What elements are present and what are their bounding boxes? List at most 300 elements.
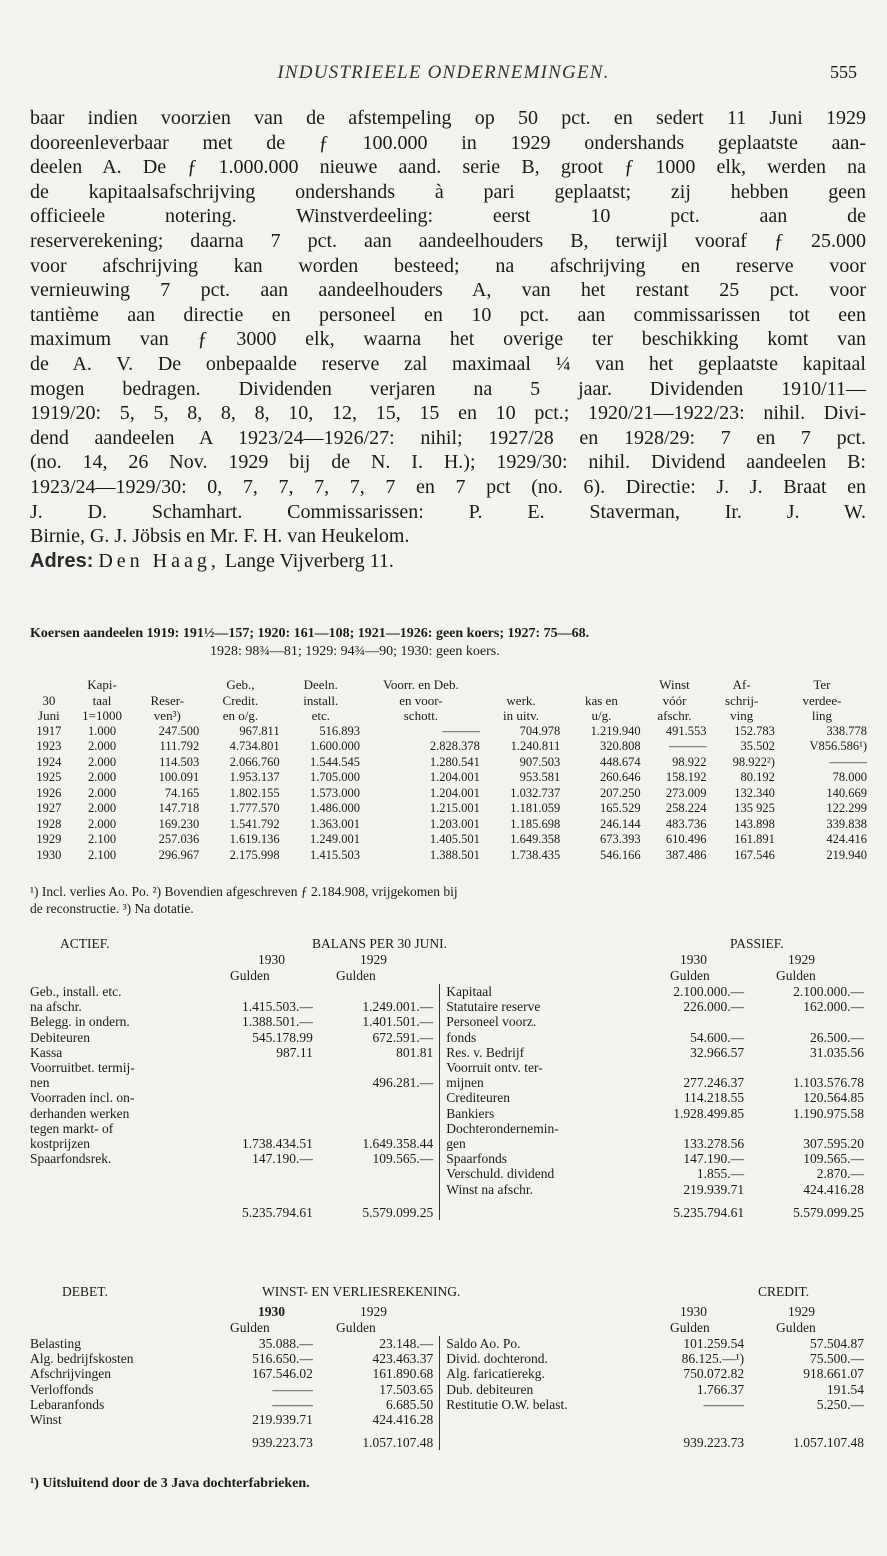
amount-cell: 57.504.87 <box>810 1336 864 1351</box>
text-line: officieele notering. Winstverdeeling: eerst 10 pct. aan de <box>30 205 866 228</box>
amount-cell: 147.190.— <box>683 1151 745 1167</box>
column-header: Af- <box>732 677 751 692</box>
table-cell: 338.778 <box>826 723 867 738</box>
column-header <box>28 677 70 693</box>
amount-cell <box>640 1014 751 1029</box>
table-cell: 140.669 <box>826 785 867 800</box>
table-cell: 1.032.737 <box>510 785 561 800</box>
table-cell: 80.192 <box>740 770 775 784</box>
amount-cell: 120.564.85 <box>803 1090 864 1106</box>
actief-label: ACTIEF. <box>60 936 110 951</box>
table-cell: 1.573.000 <box>309 785 360 800</box>
amount-cell: 109.565.— <box>803 1151 864 1167</box>
table-cell: 260.646 <box>599 770 641 784</box>
table-row <box>30 1336 870 1351</box>
amount-cell: 32.966.57 <box>690 1044 745 1060</box>
row-label: Belasting <box>30 1336 81 1351</box>
table-cell: 1.280.541 <box>429 754 480 769</box>
amount-cell <box>319 1121 440 1136</box>
row-label: Alg. faricatierekg. <box>440 1366 640 1381</box>
unit-label: Gulden <box>230 1320 270 1335</box>
amount-cell: 423.463.37 <box>372 1351 434 1367</box>
amount-cell: 167.546.02 <box>252 1366 313 1382</box>
year-label: 1929 <box>788 952 815 967</box>
table-cell: 1.541.792 <box>229 816 280 831</box>
table-row <box>28 848 868 864</box>
amount-cell: 918.661.07 <box>803 1366 864 1382</box>
table-cell: 1.405.501 <box>429 832 480 846</box>
amount-cell: 101.259.54 <box>683 1336 745 1351</box>
totals-row <box>30 1427 870 1450</box>
table-cell: 2.000 <box>87 816 117 831</box>
address-label: Adres: <box>30 549 94 572</box>
table-cell: 1.953.137 <box>229 770 280 784</box>
table-cell: 1.705.000 <box>309 770 360 784</box>
table-row <box>30 999 870 1014</box>
table-cell: 483.736 <box>665 816 707 831</box>
share-prices-line: 1928: 98¾—81; 1929: 94¾—90; 1930: geen koers. <box>210 644 500 659</box>
amount-cell: 147.190.— <box>252 1151 313 1167</box>
amount-cell <box>750 1014 870 1029</box>
amount-cell: 114.218.55 <box>683 1090 745 1106</box>
row-label: Alg. bedrijfskosten <box>30 1351 134 1367</box>
amount-cell: 2.100.000.— <box>673 984 745 999</box>
column-header <box>481 677 561 693</box>
row-label: Spaarfonds <box>440 1151 640 1166</box>
column-header: taal <box>92 692 112 708</box>
amount-cell: 2.870.— <box>816 1166 864 1182</box>
row-label <box>30 1166 216 1181</box>
share-prices-line: Koersen aandeelen 1919: 191½—157; 1920: 161—108; 1921—1926: geen koers; 1927: 75—68. <box>30 626 590 641</box>
row-label <box>440 1412 640 1427</box>
row-label: kostprijzen <box>30 1136 90 1152</box>
amount-cell: 424.416.28 <box>372 1412 434 1428</box>
amount-cell: 23.148.— <box>379 1336 434 1351</box>
table-row <box>30 1412 870 1427</box>
balance-heading <box>30 936 870 952</box>
table-cell: 2.175.998 <box>229 847 280 862</box>
amount-cell <box>640 1412 751 1427</box>
text-line: dend aandeelen A 1923/24—1926/27: nihil; 1927/28 en 1928/29: 7 en 7 pct. <box>30 426 866 449</box>
table-row <box>30 984 870 999</box>
table-cell: 1.486.000 <box>309 801 360 815</box>
column-header: Deeln. <box>303 677 338 692</box>
table-row <box>28 817 868 833</box>
amount-cell <box>640 1121 751 1136</box>
amount-cell: 109.565.— <box>372 1151 434 1167</box>
amount-cell: 219.939.71 <box>252 1412 313 1428</box>
row-label: nen <box>30 1075 50 1091</box>
table-row <box>28 801 868 817</box>
table-cell: 135 925 <box>734 801 775 815</box>
amount-cell: 672.591.— <box>372 1029 434 1045</box>
text-line: baar indien voorzien van de afstempeling op 50 pct. en sedert 11 Juni 1929 <box>30 107 866 129</box>
table-row <box>28 739 868 755</box>
total-cell: 5.579.099.25 <box>793 1204 864 1220</box>
table-cell: 907.503 <box>519 754 561 769</box>
address-city: Den Haag, <box>98 549 220 572</box>
unit-label: Gulden <box>230 968 270 983</box>
total-cell: 5.235.794.61 <box>242 1204 313 1220</box>
pl-year-row <box>30 1304 870 1320</box>
row-label: Bankiers <box>440 1106 640 1121</box>
text-line: (no. 14, 26 Nov. 1929 bij de N. I. H.); 1929/30: nihil. Dividend aandeelen B: <box>30 451 866 474</box>
table-row <box>30 1121 870 1136</box>
column-header: vóór <box>662 692 687 708</box>
text-line: vernieuwing 7 pct. aan aandeelhouders A, van het restant 25 pct. voor <box>30 279 866 302</box>
table-cell: 953.581 <box>519 770 561 784</box>
amount-cell: 219.939.71 <box>683 1181 745 1197</box>
row-label: Res. v. Bedrijf <box>440 1045 640 1060</box>
table-cell: 35.502 <box>740 739 775 753</box>
unit-label: Gulden <box>670 968 710 983</box>
table-cell: 207.250 <box>599 785 641 800</box>
table-cell: 1.181.059 <box>510 801 561 815</box>
amount-cell: 1.928.499.85 <box>673 1105 745 1121</box>
table-row <box>28 755 868 771</box>
column-header: Juni <box>38 708 60 723</box>
note-line: de reconstructie. ³) Na dotatie. <box>30 901 194 916</box>
year-label: 1929 <box>788 1304 815 1319</box>
table-row <box>30 1351 870 1366</box>
table-row <box>30 1106 870 1121</box>
column-header: schott. <box>403 708 439 723</box>
table-cell: 78.000 <box>832 770 867 784</box>
table-cell: 1930 <box>36 847 62 862</box>
text-line: J. D. Schamhart. Commissarissen: P. E. Staverman, Ir. J. W. <box>30 500 866 523</box>
text-line: Birnie, G. J. Jöbsis en Mr. F. H. van Heukelom. <box>30 525 410 548</box>
table-cell: 2.000 <box>87 785 117 800</box>
table-row <box>30 1014 870 1029</box>
table-cell: 1923 <box>36 739 62 753</box>
table-cell: 247.500 <box>158 723 200 738</box>
amount-cell <box>750 1412 870 1427</box>
text-line: maximum van ƒ 3000 elk, waarna het overige ter beschikking komt van <box>30 328 866 351</box>
row-label: Kapitaal <box>440 984 640 999</box>
table-cell: 1.249.001 <box>309 832 360 846</box>
amount-cell <box>319 984 440 999</box>
amount-cell: 801.81 <box>396 1044 434 1060</box>
table-cell: 296.967 <box>158 847 200 862</box>
column-header: Reser- <box>150 692 185 708</box>
total-cell: 939.223.73 <box>683 1435 745 1451</box>
table-cell: 1.203.001 <box>429 816 480 831</box>
column-header <box>134 677 200 693</box>
total-cell: 5.579.099.25 <box>362 1204 434 1220</box>
amount-cell: 1.855.— <box>696 1166 745 1182</box>
pl-heading <box>30 1284 870 1300</box>
column-header: u/g. <box>591 708 612 723</box>
text-line: 1919/20: 5, 5, 8, 8, 8, 10, 12, 15, 15 en 10 pct.; 1920/21—1922/23: nihil. Divi- <box>30 402 866 425</box>
text-line: reserverekening; daarna 7 pct. aan aandeelhouders B, terwijl vooraf ƒ 25.000 <box>30 229 866 252</box>
profit-loss-account <box>30 1284 870 1451</box>
table-cell: 1917 <box>36 723 62 738</box>
table-cell: 967.811 <box>239 723 280 738</box>
table-cell: 339.838 <box>826 816 867 831</box>
amount-cell: 6.685.50 <box>386 1396 434 1412</box>
amount-cell <box>216 984 318 999</box>
table-cell: 320.808 <box>599 739 641 753</box>
row-label: Verloffonds <box>30 1381 94 1397</box>
amount-cell <box>750 1121 870 1136</box>
address-street: Lange Vijverberg 11. <box>224 549 394 572</box>
table-cell: 1.363.001 <box>309 816 360 831</box>
row-label: Winst <box>30 1412 62 1428</box>
company-description <box>30 106 866 573</box>
row-label: derhanden werken <box>30 1105 130 1121</box>
row-label: gen <box>440 1136 640 1151</box>
amount-cell <box>319 1106 440 1121</box>
amount-cell <box>319 1060 440 1075</box>
table-cell: 167.546 <box>734 847 775 862</box>
column-header: Geb., <box>226 677 255 692</box>
table-cell: 1.649.358 <box>510 832 561 846</box>
table-cell: 1929 <box>36 832 62 846</box>
column-header: afschr. <box>657 708 692 723</box>
balance-sheet <box>30 936 870 1220</box>
column-header: etc. <box>311 708 330 723</box>
amount-cell: 26.500.— <box>810 1029 864 1045</box>
row-label: Winst na afschr. <box>440 1182 640 1197</box>
row-label: Crediteuren <box>440 1090 640 1105</box>
unit-label: Gulden <box>336 1320 376 1335</box>
row-label: Debiteuren <box>30 1029 90 1045</box>
amount-cell: 133.278.56 <box>683 1136 745 1152</box>
amount-cell: 1.649.358.44 <box>362 1136 434 1152</box>
total-cell: 1.057.107.48 <box>362 1435 434 1451</box>
table-row <box>30 1366 870 1381</box>
table-cell: 1.219.940 <box>590 723 641 738</box>
table-row <box>28 724 868 740</box>
row-label <box>30 1197 216 1220</box>
text-line: 1923/24—1929/30: 0, 7, 7, 7, 7, 7 en 7 pct (no. 6). Directie: J. J. Braat en <box>30 475 866 498</box>
amount-cell: 161.890.68 <box>372 1366 434 1382</box>
text-line: mogen bedragen. Dividenden verjaren na 5 jaar. Dividenden 1910/11— <box>30 377 866 400</box>
table-row <box>28 832 868 848</box>
table-cell: 2.100 <box>87 847 117 862</box>
table-row <box>30 1060 870 1075</box>
table-cell: 219.940 <box>826 847 867 862</box>
column-header: Winst <box>659 677 690 692</box>
table-cell: 152.783 <box>734 723 775 738</box>
year-label: 1930 <box>680 1304 707 1319</box>
table-cell: 1925 <box>36 770 62 784</box>
table-cell: ——— <box>442 723 480 738</box>
amount-cell: 1.738.434.51 <box>242 1136 313 1152</box>
table-header-row <box>28 708 868 724</box>
table-cell: 491.553 <box>665 723 707 738</box>
unit-label: Gulden <box>776 1320 816 1335</box>
row-label: Lebaranfonds <box>30 1396 105 1412</box>
total-cell: 939.223.73 <box>252 1435 313 1451</box>
share-prices <box>30 625 870 661</box>
pl-footnote: ¹) Uitsluitend door de 3 Java dochterfabrieken. <box>30 1476 310 1491</box>
column-header: Kapi- <box>87 677 117 692</box>
table-cell: 1.619.136 <box>229 832 280 846</box>
table-row <box>30 1045 870 1060</box>
table-cell: 4.734.801 <box>229 739 280 753</box>
credit-label: CREDIT. <box>758 1284 810 1299</box>
row-label: Dochterondernemin- <box>440 1121 640 1136</box>
year-label: 1929 <box>360 1304 387 1319</box>
note-line: ¹) Incl. verlies Ao. Po. ²) Bovendien afgeschreven ƒ 2.184.908, vrijgekomen bij <box>30 884 458 899</box>
table-cell: 1924 <box>36 754 62 769</box>
amount-cell: 1.190.975.58 <box>793 1105 864 1121</box>
amount-cell: 1.766.37 <box>696 1381 745 1397</box>
table-cell: 1.738.435 <box>510 847 561 862</box>
table-cell: 2.000 <box>87 770 117 784</box>
amount-cell: 987.11 <box>276 1044 313 1060</box>
row-label: fonds <box>440 1030 640 1045</box>
amount-cell <box>216 1075 318 1090</box>
table-cell: 387.486 <box>665 847 707 862</box>
amount-cell <box>216 1090 318 1105</box>
amount-cell: 496.281.— <box>372 1075 434 1091</box>
table-row <box>30 1151 870 1166</box>
column-header: install. <box>303 692 339 708</box>
table-cell: ——— <box>829 754 867 769</box>
text-line: dooreenleverbaar met de ƒ 100.000 in 1929 ondershands geplaatste aan- <box>30 131 866 154</box>
row-label: tegen markt- of <box>30 1120 114 1136</box>
table-cell: 143.898 <box>734 816 775 831</box>
table-notes <box>30 883 870 917</box>
table-cell: 1.204.001 <box>429 785 480 800</box>
pl-unit-row <box>30 1320 870 1336</box>
amount-cell: ——— <box>272 1381 313 1397</box>
amount-cell: ——— <box>272 1396 313 1412</box>
table-cell: 246.144 <box>599 816 641 831</box>
column-header <box>561 677 641 693</box>
passief-label: PASSIEF. <box>730 936 784 951</box>
year-label: 1930 <box>258 952 285 967</box>
table-row <box>28 786 868 802</box>
text-line: tantième aan directie en personeel en 10 pct. aan commissarissen tot een <box>30 303 866 326</box>
amount-cell <box>216 1106 318 1121</box>
table-cell: 2.000 <box>87 754 117 769</box>
table-cell: ——— <box>668 739 707 753</box>
table-cell: 546.166 <box>599 847 641 862</box>
table-cell: 448.674 <box>599 754 641 769</box>
amount-cell: 1.249.001.— <box>362 999 434 1015</box>
column-header: Ter <box>813 677 831 692</box>
amount-cell <box>216 1166 318 1181</box>
column-header: in uitv. <box>503 708 540 723</box>
table-cell: 165.529 <box>599 801 641 815</box>
table-cell: 704.978 <box>519 723 561 738</box>
amount-cell: 191.54 <box>826 1381 864 1397</box>
table-row <box>30 1382 870 1397</box>
column-header: schrij- <box>725 692 759 708</box>
balance-year-row <box>30 952 870 968</box>
table-cell: 1928 <box>36 816 62 831</box>
table-cell: 169.230 <box>158 816 200 831</box>
pl-title: WINST- EN VERLIESREKENING. <box>262 1284 461 1299</box>
table-cell: 98.922 <box>672 754 707 769</box>
amount-cell: 1.415.503.— <box>242 999 313 1015</box>
row-label: Afschrijvingen <box>30 1366 111 1382</box>
table-header-row <box>28 677 868 693</box>
column-header: 30 <box>42 692 56 708</box>
row-label: Voorraden incl. on- <box>30 1090 135 1106</box>
text-line: de A. V. De onbepaalde reserve zal maximaal ¼ van het geplaatste kapitaal <box>30 352 866 375</box>
amount-cell: 750.072.82 <box>683 1366 745 1382</box>
page-number: 555 <box>830 62 857 82</box>
row-label <box>440 1427 640 1450</box>
column-header: Voorr. en Deb. <box>383 677 459 692</box>
row-label <box>440 1197 640 1220</box>
table-cell: 111.792 <box>159 739 200 753</box>
year-label: 1929 <box>360 952 387 967</box>
amount-cell: 1.103.576.78 <box>793 1075 864 1091</box>
column-header: werk. <box>506 692 536 708</box>
row-label: Restitutie O.W. belast. <box>440 1397 640 1412</box>
table-cell: 1.777.570 <box>229 801 280 815</box>
row-label: Divid. dochterond. <box>440 1351 640 1366</box>
table-row <box>30 1166 870 1181</box>
year-label: 1930 <box>258 1304 285 1319</box>
amount-cell <box>319 1090 440 1105</box>
balance-table <box>30 984 870 1220</box>
table-cell: 2.828.378 <box>429 739 480 753</box>
row-label: Voorruit ontv. ter- <box>440 1060 640 1075</box>
table-cell: 2.000 <box>87 801 117 815</box>
text-line: deelen A. De ƒ 1.000.000 nieuwe aand. serie B, groot ƒ 1000 elk, werden na <box>30 156 866 179</box>
amount-cell <box>216 1182 318 1197</box>
column-header: kas en <box>584 692 618 708</box>
amount-cell: 226.000.— <box>683 999 745 1015</box>
amount-cell <box>640 1060 751 1075</box>
table-cell: 2.100 <box>87 832 117 846</box>
table-row <box>30 1030 870 1045</box>
table-cell: 273.009 <box>665 785 707 800</box>
amount-cell: 35.088.— <box>258 1336 313 1351</box>
table-cell: 2.000 <box>87 739 117 753</box>
amount-cell <box>750 1060 870 1075</box>
row-label: Verschuld. dividend <box>440 1166 640 1181</box>
table-cell: 258.224 <box>665 801 707 815</box>
amount-cell <box>319 1182 440 1197</box>
amount-cell: 54.600.— <box>690 1029 745 1045</box>
table-cell: 1.415.503 <box>309 847 360 862</box>
row-label <box>30 1427 216 1450</box>
amount-cell: 516.650.— <box>252 1351 313 1367</box>
table-row <box>30 1136 870 1151</box>
table-cell: 516.893 <box>319 723 360 738</box>
text-line: de kapitaalsafschrijving ondershands à pari geplaatst; zij hebben geen <box>30 180 866 203</box>
row-label: Saldo Ao. Po. <box>440 1336 640 1351</box>
row-label: mijnen <box>440 1075 640 1090</box>
amount-cell: 17.503.65 <box>379 1381 434 1397</box>
total-cell: 1.057.107.48 <box>793 1435 864 1451</box>
amount-cell: 162.000.— <box>803 999 864 1015</box>
table-cell: 74.165 <box>164 785 200 800</box>
table-cell: 161.891 <box>734 832 775 846</box>
column-header: verdee- <box>802 692 842 708</box>
table-cell: 1.185.698 <box>510 816 561 831</box>
table-cell: 147.718 <box>158 801 200 815</box>
yearly-figures-table <box>28 677 868 863</box>
table-header-row <box>28 693 868 709</box>
balance-title: BALANS PER 30 JUNI. <box>312 936 448 951</box>
row-label: Geb., install. etc. <box>30 984 122 999</box>
year-label: 1930 <box>680 952 707 967</box>
page-running-title: INDUSTRIEELE ONDERNEMINGEN. <box>277 62 610 83</box>
amount-cell: 1.401.501.— <box>362 1014 434 1030</box>
amount-cell: ——— <box>703 1396 745 1412</box>
table-cell: V856.586¹) <box>809 739 867 753</box>
table-row <box>30 1075 870 1090</box>
table-cell: 158.192 <box>665 770 707 784</box>
